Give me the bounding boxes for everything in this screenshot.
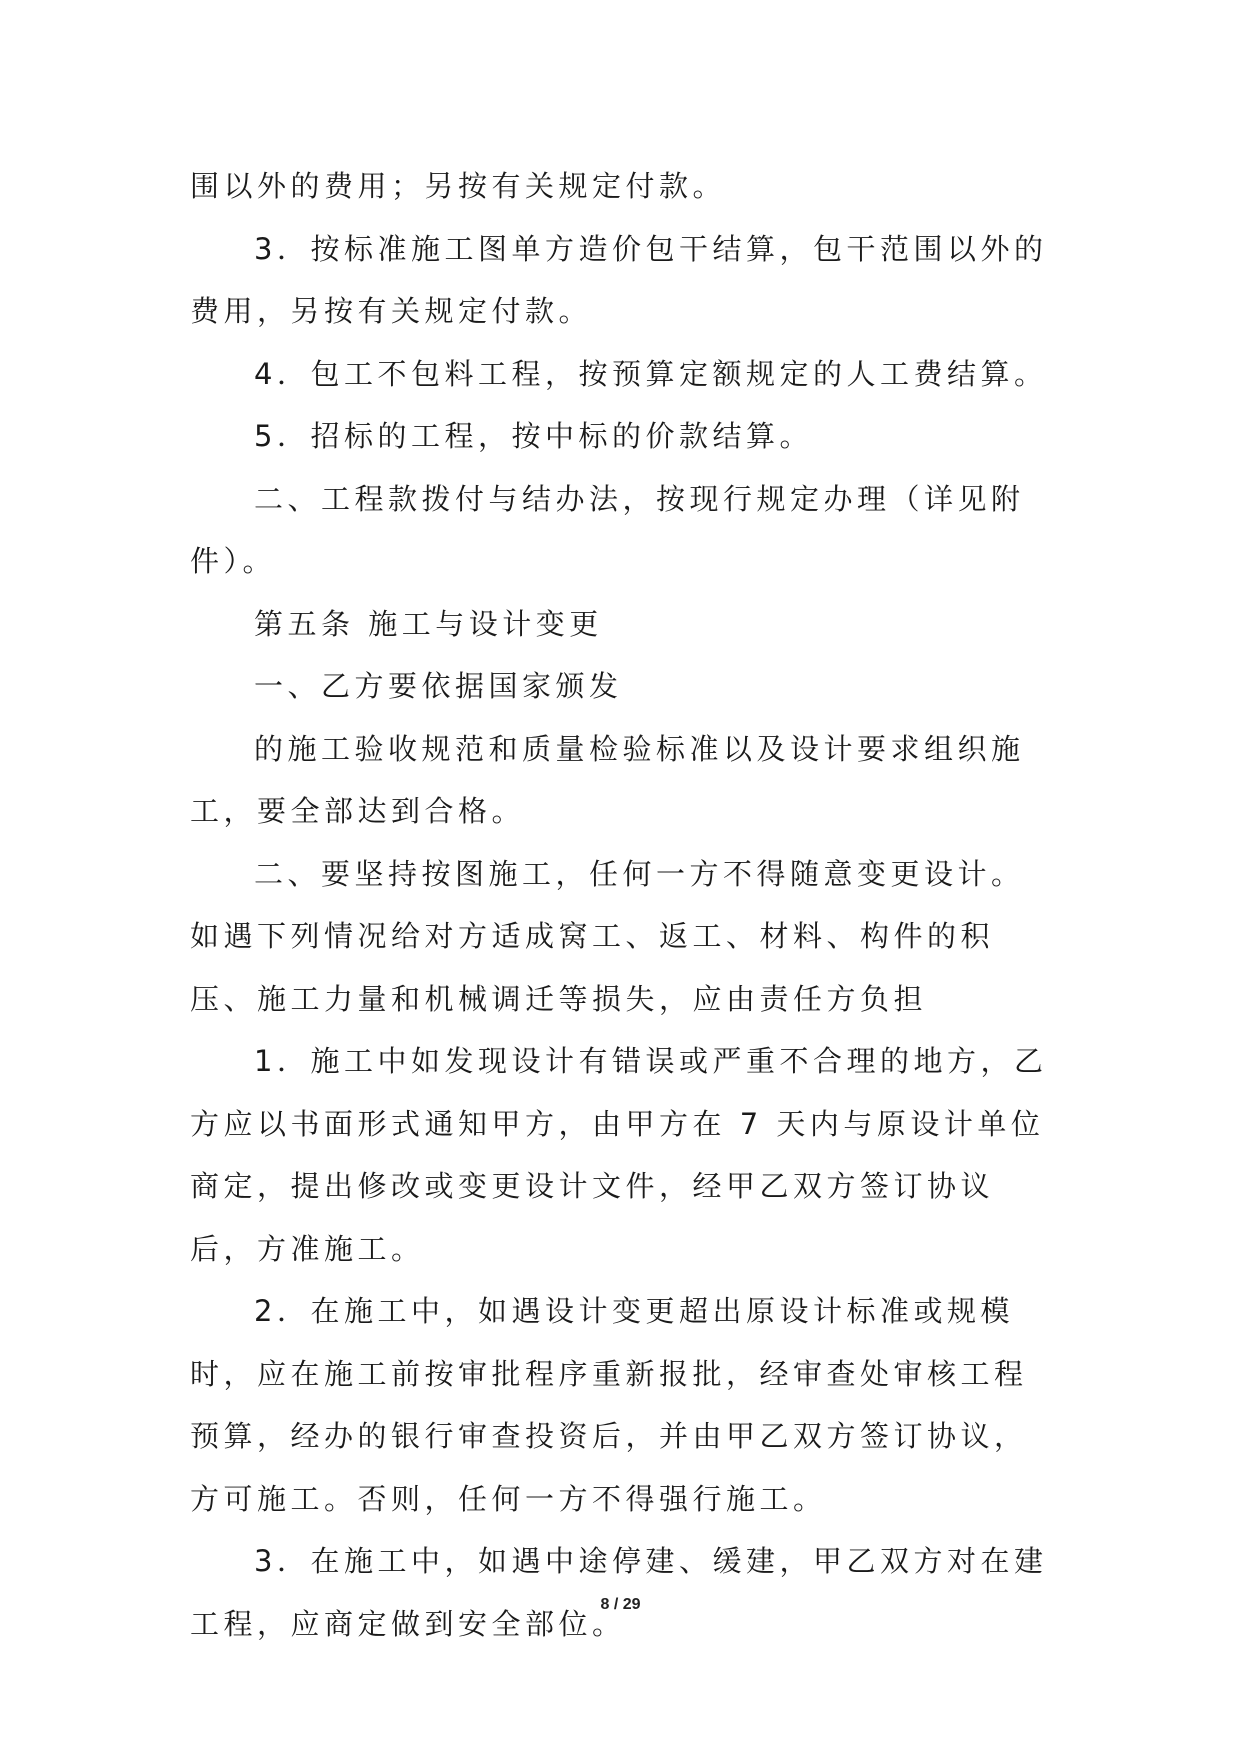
- paragraph-section-1-start: 一、乙方要依据国家颁发: [254, 669, 623, 703]
- paragraph-continuation: 围以外的费用；另按有关规定付款。: [190, 169, 727, 203]
- paragraph-design-item-2: 2．在施工中，如遇设计变更超出原设计标准或规模时，应在施工前按审批程序重新报批，经审查处审核工程预算，经办的银行审查投资后，并由甲乙双方签订协议，方可施工。否则，任何一方不得强行施工。: [190, 1294, 1028, 1516]
- paragraph-design-item-1: 1．施工中如发现设计有错误或严重不合理的地方，乙方应以书面形式通知甲方，由甲方在 7 天内与原设计单位商定，提出修改或变更设计文件，经甲乙双方签订协议后，方准施工。: [190, 1044, 1048, 1266]
- paragraph-item-4: 4．包工不包料工程，按预算定额规定的人工费结算。: [254, 356, 1048, 391]
- document-body: [190, 155, 1050, 1655]
- article-heading: 第五条 施工与设计变更: [254, 606, 603, 641]
- paragraph-section-1-cont: 的施工验收规范和质量检验标准以及设计要求组织施工，要全部达到合格。: [190, 731, 1025, 828]
- paragraph-section-2: 二、工程款拨付与结办法，按现行规定办理（详见附件）。: [190, 481, 1025, 578]
- paragraph-item-3: 3．按标准施工图单方造价包干结算，包干范围以外的费用，另按有关规定付款。: [190, 231, 1048, 328]
- paragraph-design-item-3: 3．在施工中，如遇中途停建、缓建，甲乙双方对在建工程，应商定做到安全部位。: [190, 1544, 1048, 1641]
- paragraph-section-2-design: 二、要坚持按图施工，任何一方不得随意变更设计。如遇下列情况给对方适成窝工、返工、材料、构件的积压、施工力量和机械调迁等损失，应由责任方负担: [190, 856, 1025, 1016]
- paragraph-item-5: 5．招标的工程，按中标的价款结算。: [254, 419, 813, 453]
- page-number: 8 / 29: [600, 1596, 641, 1613]
